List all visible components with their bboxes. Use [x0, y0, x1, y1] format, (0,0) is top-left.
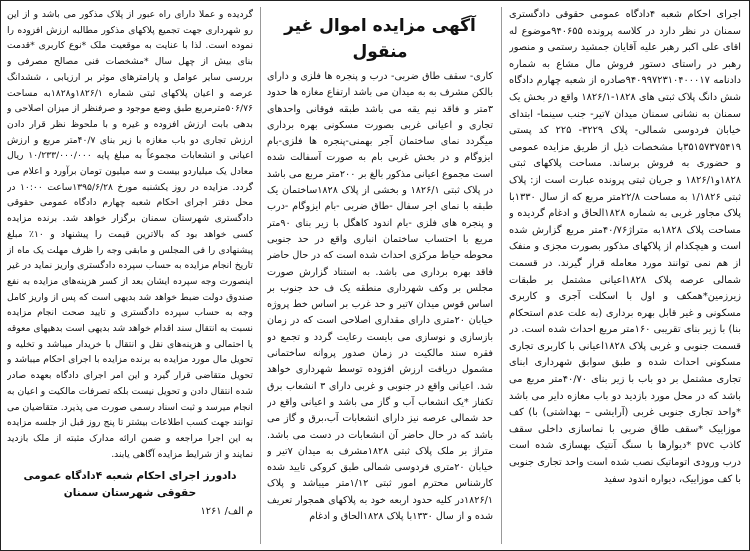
notice-title: آگهی مزایده اموال غیر منقول	[284, 16, 476, 62]
notice-column-right	[509, 7, 741, 544]
column-divider	[260, 7, 261, 544]
column-divider	[501, 7, 502, 544]
notice-paragraph-right: اجرای احکام شعبه ۴دادگاه عمومی حقوقی دادگستری سمنان در نظر دارد در کلاسه پرونده ۹۴۰۶۵۵موضوع له اقای علی اکبر رهبر علیه آقایان جمشید رستمی و منصور رهبر در راستای دستور فروش مال مشاع به شماره دادنامه ۹۴۰۹۹۷۲۳۱۰۴۰۰۰۱۷صادره از شعبه چهارم دادگاه شش دانگ پلاک ثبتی های ۱۸۲۸-۱۸۲۶/۱ واقع در بخش یک سمنان به نشانی سمنان میدان ۷تیر- جنب سینما- ابتدای خیابان فردوسی شمالی- پلاک ۳۲۲۹- ۲۲۵ کد پستی ۳۵۱۵۷۳۷۵۴۱۹با مشخصات ذیل از طریق مزایده عمومی و حضوری به فروش برساند. مساحت پلاکهای ثبتی ۱۸۲۸و۱۸۲۶/۱ و جریان ثبتی پرونده عبارت است از: پلاک ثبتی ۱/۱۸۲۶ به مساحت ۲۲/۸متر مربع که از سال ۱۳۳۰با پلاک مجاور غربی به شماره ۱۸۲۸الحاق و ادغام گردیده و مساحت پلاک ۱۸۲۸به متراژ۴۰/۷۶متر مربع گزارش شده است و هیچکدام از پلاکهای مذکور بصورت مجزی و منفک از هم نمی توانند مورد معامله قرار گیرند. در قسمت شمالی عرصه پلاک ۱۸۲۸اعیانی مشتمل بر طبقات زیرزمین*همکف و اول با اسکلت آجری و کاربری مسکونی و غیر قابل بهره برداری (به علت عدم استحکام بنا) با زیر بنای تقریبی ۱۶۰متر مربع احداث شده است. در قسمت جنوبی و غربی پلاک ۱۸۲۸اعیانی با کاربری تجاری مسکونی احداث شده و طبق سوابق شهرداری ابنای تجاری مشتمل بر دو باب با زیر بنای ۴۰/۷۰متر مربع می باشد که در محل مورد بازدید دو باب مغازه دایر می باشد *واحد تجاری جنوبی غربی (آرایشی – بهداشتی) با) کف موزاییک *سقف طاق ضربی با نماسازی داخلی سقف کاذب pvc *دیوارها با سنگ آنتیک بهسازی شده است درب ورودی اتوماتیک نصب شده است واحد تجاری جنوبی با کف موزاییک، دیواره اندود سفید	[509, 9, 741, 485]
notice-signature: دادورز اجرای احکام شعبه ۴دادگاه عمومی حقوقی شهرستان سمنان	[23, 470, 237, 500]
notice-column-left	[7, 7, 253, 544]
notice-paragraph-left: گردیده و عملا دارای راه عبور از پلاک مذکور می باشد و از این رو شهرداری جهت تجمیع پلاکهای مذکور مطالبه ارزش افزوده را نموده است. لذا با عنایت به موقعیت ملک *نوع کاربری *قدمت بنای بیش از چهل سال *مشخصات فنی مصالح مصرفی و بررسی سایر عوامل و پارامترهای موثر بر ارزیابی ، ششدانگ عرصه و اعیان پلاکهای ثبتی شماره ۱۸۲۶/۱و۱۸۲۸به مساحت ۵۰۶/۷۶مترمربع طبق وضع موجود و صرفنظر از میزان اصلاحی و بدهی بابت ارزش افزوده و غیره و با ملحوظ نظر قرار دادن ارزش تجاری دو باب مغازه با زیر بنای ۴۰/۷متر مربع و ارزش اعیانی و انشعابات مجموعاً به مبلغ پایه ۱۰/۲۳۳/۰۰۰/۰۰۰ ریال معادل یک میلیاردو بیست و سه میلیون تومان برآورد و اعلام می گردد. مزایده در روز یکشنبه مورخ ۱۳۹۵/۶/۲۸ساعت ۱۰:۰۰ در محل دفتر اجرای احکام شعبه چهارم دادگاه عمومی حقوقی دادگستری شهرستان سمنان برگزار خواهد شد. برنده مزایده کسی خواهد بود که بالاترین قیمت را پیشنهاد و ۱۰٪ مبلغ پیشنهادی را فی المجلس و مابقی وجه را ظرف مهلت یک ماه از تاریخ انجام مزایده به حساب سپرده دادگستری واریز نماید در غیر اینصورت وجه سپرده ایشان بعد از کسر هزینه‌های مزایده به نفع صندوق دولت ضبط خواهد شد بدیهی است که پس از واریز کامل وجه به حساب سپرده دادگستری و تایید صحت انجام مزایده نسبت به انتقال سند اقدام خواهد شد بدیهی است بدهیهای معوقه یا احتمالی و هزینه‌های نقل و انتقال با خریدار میباشد و تخلیه و تحویل مال مورد مزایده به برنده مزایده با اجرای احکام میباشد و تحویل متقاضی قرار گیرد و این امر اجرای دادگاه بعهده صادر شده انتقال دادن و تحویل نیست بلکه تصرفات مالکیت و اعیان به انجام میرسد و ثبت اسناد رسمی صورت می پذیرد. متقاضیان می توانند جهت کسب اطلاعات بیشتر تا پنج روز قبل از جلسه مزایده به این اجرا مراجعه و ضمن ارائه مدارک مثبته از ملک بازدید نمایند و از شرایط مزایده آگاهی یابند.	[7, 9, 253, 460]
notice-reference-number: م الف/ ۱۲۶۱	[200, 506, 253, 518]
notice-paragraph-middle: کاری- سقف طاق ضربی- درب و پنجره ها فلزی و دارای بالکن مشرف به به میدان می باشد ارتفاع مغازه ها حدود ۳متر و فاقد نیم یقه می باشد طبقه فوقانی واحدهای تجاری و اعیانی غربی بصورت مسکونی بهره برداری میگردد نمای ساختمان آجر بهمنی-پنجره ها فلزی-بام ایزوگام و در بخش غربی بام به صورت آسفالت شده است مجموع اعیانی مذکور بالغ بر ۲۰۰متر مربع می باشد در پلاک ثبتی ۱۸۲۶/۱ و بخشی از پلاک ۱۸۲۸ساختمان یک طبقه با نمای اجر سفال -طاق ضربی -بام ایزوگام -درب و پنجره های فلزی -بام اندود کاهگل با زیر بنای ۹۰متر مربع با احتساب ساختمان انباری واقع در حد جنوبی محوطه حیاط مرکزی احداث شده است که در حال حاضر فاقد بهره برداری می باشد. به استناد گزارش صورت مجلس بر وکف شهرداری منطقه یک ف حد جنوب بر اساس قوس میدان ۷تیر و حد غرب بر اساس خط پروژه خیابان ۲۰متری دارای مقداری اصلاحی است که در زمان بازسازی و نوسازی می بایست رعایت گردد و تجمع دو فقره سند مالکیت در زمان صدور پروانه ساختمانی مشمول دریافت ارزش افزوده توسط شهرداری خواهد شد. اعیانی واقع در جنوبی و غربی دارای ۳ انشعاب برق تکفاز *یک انشعاب آب و گاز می باشد و اعیانی واقع در حد شمالی عرصه نیز دارای انشعابات آب،برق و گاز می باشد که در حال حاضر آن انشعابات در دست می باشد. متراژ بر ملک پلاک ثبتی ۱۸۲۸مشرف به میدان ۷تیر و خیابان ۲۰متری فردوسی شمالی طبق کروکی تایید شده کارشناس محترم امور ثبتی ۱/۱۲متر میباشد و پلاک ۱۸۲۶/۱در کلیه حدود اربعه خود به پلاکهای همجوار تعریف شده و از سال ۱۳۳۰با پلاک ۱۸۲۸الحاق و ادغام	[267, 71, 493, 523]
notice-column-middle	[267, 7, 493, 544]
